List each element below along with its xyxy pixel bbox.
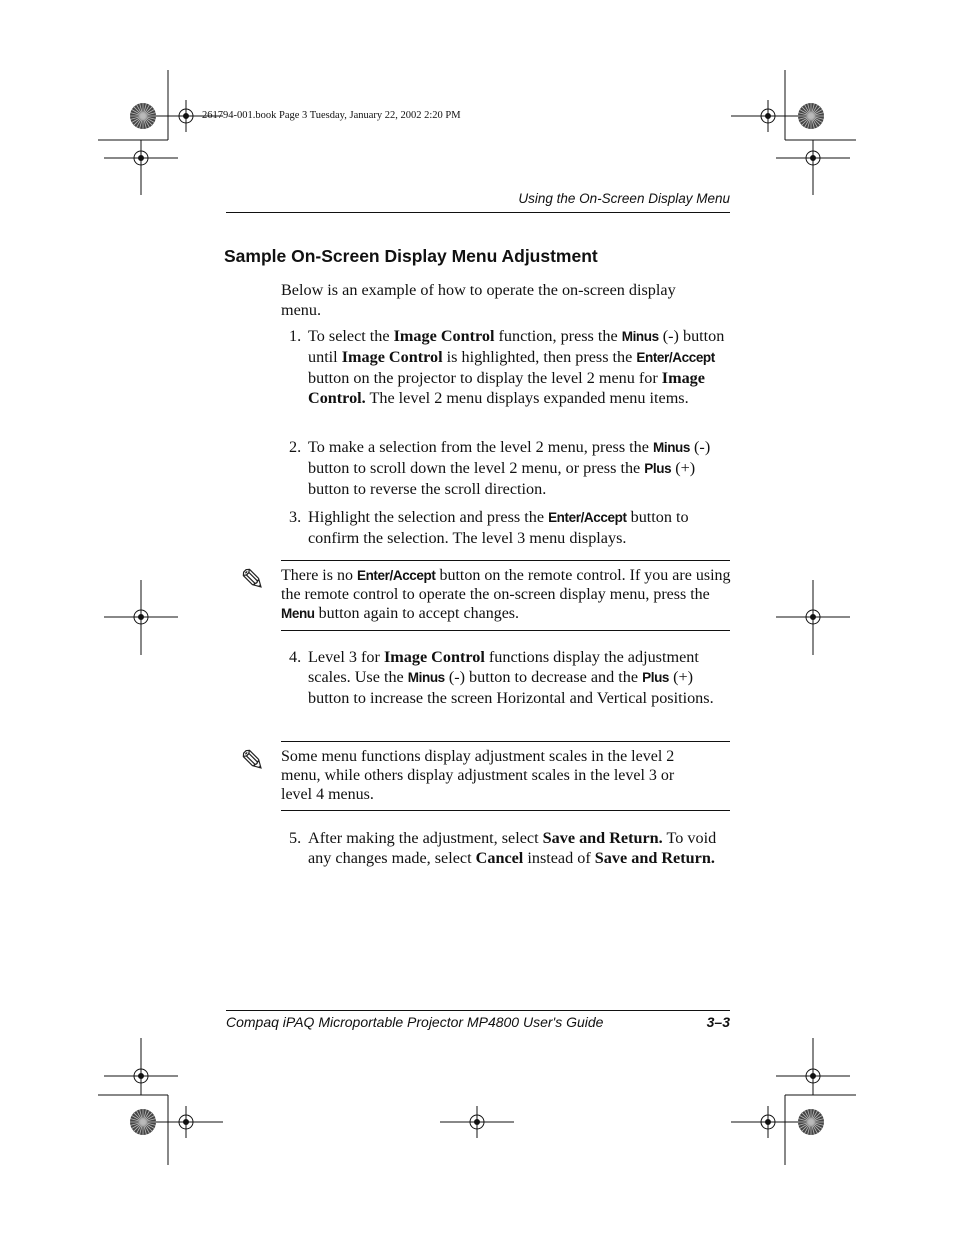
text-run: functions display the adjustment scales. Use the bbox=[308, 648, 699, 686]
bold-term: Image Control. bbox=[308, 369, 705, 407]
step-text bbox=[308, 437, 734, 499]
text-run: The level 2 menu displays expanded menu items. bbox=[365, 389, 689, 407]
text-run: Highlight the selection and press the bbox=[308, 508, 549, 526]
note-text bbox=[281, 566, 731, 623]
text-run: There is no bbox=[281, 567, 357, 584]
header-rule bbox=[226, 212, 730, 213]
pencil-note-icon: ✎ bbox=[240, 744, 266, 779]
text-run: button again to accept changes. bbox=[314, 605, 520, 622]
crosshair-mark bbox=[104, 1060, 178, 1092]
bold-term: Save and Return. bbox=[594, 849, 715, 867]
crosshair-mark bbox=[776, 1060, 850, 1092]
button-name: Plus bbox=[644, 461, 672, 476]
section-title: Sample On-Screen Display Menu Adjustment bbox=[224, 246, 598, 266]
text-run: button to confirm the selection. The level 3 menu displays. bbox=[308, 508, 689, 547]
pencil-note-icon: ✎ bbox=[240, 563, 266, 598]
note-bottom-rule bbox=[281, 810, 730, 811]
bold-term: Save and Return. bbox=[542, 829, 663, 847]
button-name: Plus bbox=[642, 670, 670, 685]
step-number: 5. bbox=[289, 829, 302, 847]
note-top-rule bbox=[281, 560, 730, 561]
step-number: 3. bbox=[289, 508, 302, 526]
text-run: To void any changes made, select bbox=[308, 829, 717, 867]
text-run: (-) button to decrease and the bbox=[444, 668, 643, 686]
button-name: Minus bbox=[407, 670, 445, 685]
text-run: (+) button to reverse the scroll direction. bbox=[308, 459, 696, 498]
step-text bbox=[308, 828, 734, 868]
step-number: 1. bbox=[289, 327, 302, 345]
step-text bbox=[308, 507, 734, 548]
running-head: Using the On-Screen Display Menu bbox=[518, 191, 730, 206]
button-name: Enter/Accept bbox=[548, 510, 627, 525]
crosshair-mark bbox=[440, 1106, 514, 1138]
text-run: is highlighted, then press the bbox=[442, 348, 637, 366]
footer-rule bbox=[226, 1010, 730, 1011]
text-run: instead of bbox=[523, 849, 595, 867]
step-text bbox=[308, 647, 734, 708]
print-info: 261794-001.book Page 3 Tuesday, January 22, 2002 2:20 PM bbox=[202, 110, 461, 121]
step-1 bbox=[289, 326, 734, 408]
crosshair-mark bbox=[776, 601, 850, 633]
bold-term: Image Control bbox=[383, 648, 485, 666]
text-run: Some menu functions display adjustment scales in the level 2 menu, while others display adjustment scales in the level 3 or level 4 menus. bbox=[281, 748, 675, 803]
text-run: (-) button to scroll down the level 2 menu, or press the bbox=[308, 438, 711, 477]
page-number: 3–3 bbox=[706, 1014, 730, 1030]
crosshair-mark bbox=[776, 142, 850, 174]
note-bottom-rule bbox=[281, 630, 730, 631]
intro-paragraph: Below is an example of how to operate the on-screen display menu. bbox=[281, 281, 676, 319]
crosshair-mark bbox=[104, 601, 178, 633]
step-2 bbox=[289, 437, 734, 499]
bold-term: Image Control bbox=[341, 348, 443, 366]
text-run: (+) button to increase the screen Horizontal and Vertical positions. bbox=[308, 668, 714, 707]
crosshair-mark bbox=[731, 100, 805, 132]
note-top-rule bbox=[281, 741, 730, 742]
starburst-mark bbox=[130, 103, 156, 129]
text-run: (-) button until bbox=[308, 327, 725, 366]
crosshair-mark bbox=[149, 1106, 223, 1138]
button-name: Enter/Accept bbox=[356, 568, 436, 583]
button-name: Minus bbox=[653, 440, 690, 455]
step-number: 4. bbox=[289, 648, 302, 666]
step-number: 2. bbox=[289, 438, 302, 456]
text-run: To make a selection from the level 2 menu, press the bbox=[308, 438, 653, 456]
bold-term: Cancel bbox=[475, 849, 524, 867]
text-run: button on the projector to display the level 2 menu for bbox=[308, 369, 662, 387]
text-run: function, press the bbox=[494, 327, 622, 345]
footer-title: Compaq iPAQ Microportable Projector MP4800 User's Guide bbox=[226, 1014, 604, 1030]
step-4 bbox=[289, 647, 734, 708]
starburst-mark bbox=[798, 1109, 824, 1135]
crosshair-mark bbox=[731, 1106, 805, 1138]
button-name: Enter/Accept bbox=[636, 350, 715, 365]
text-run: After making the adjustment, select bbox=[308, 829, 543, 847]
note-text bbox=[281, 747, 706, 804]
step-3 bbox=[289, 507, 734, 548]
starburst-mark bbox=[130, 1109, 156, 1135]
starburst-mark bbox=[798, 103, 824, 129]
text-run: Level 3 for bbox=[308, 648, 384, 666]
button-name: Menu bbox=[281, 606, 315, 621]
crosshair-mark bbox=[104, 142, 178, 174]
step-text bbox=[308, 326, 734, 408]
step-5 bbox=[289, 828, 734, 868]
text-run: To select the bbox=[308, 327, 394, 345]
button-name: Minus bbox=[621, 329, 659, 344]
text-run: button on the remote control. If you are using the remote control to operate the on-screen display menu, press the bbox=[281, 567, 731, 603]
bold-term: Image Control bbox=[393, 327, 495, 345]
